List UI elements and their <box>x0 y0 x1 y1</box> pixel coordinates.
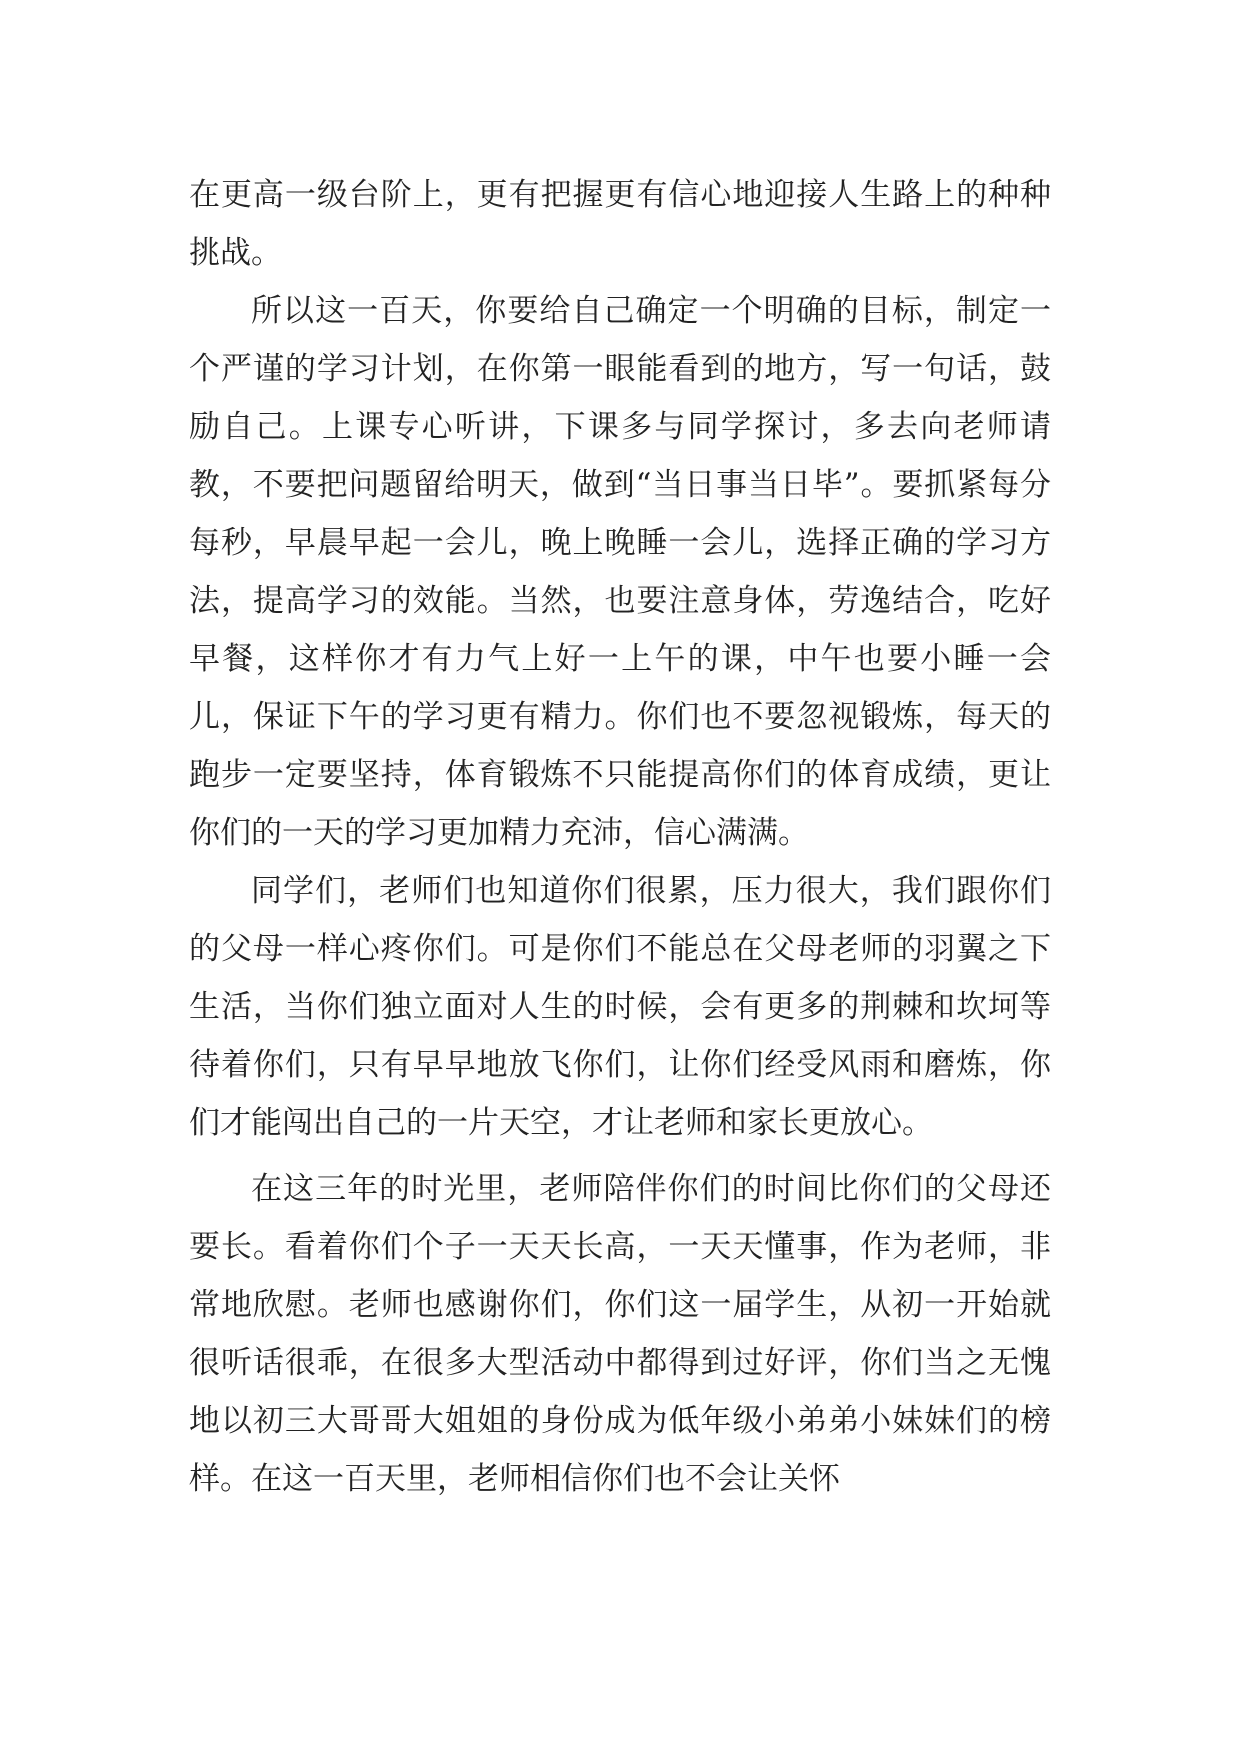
paragraph-3: 同学们，老师们也知道你们很累，压力很大，我们跟你们的父母一样心疼你们。可是你们不能总在父母老师的羽翼之下生活，当你们独立面对人生的时候，会有更多的荆棘和坎坷等待着你们，只有早早地放飞你们，让你们经受风雨和磨炼，你们才能闯出自己的一片天空，才让老师和家长更放心。 <box>189 873 1051 1141</box>
paragraph-4: 在这三年的时光里，老师陪伴你们的时间比你们的父母还要长。看着你们个子一天天长高，一天天懂事，作为老师，非常地欣慰。老师也感谢你们，你们这一届学生，从初一开始就很听话很乖，在很多大型活动中都得到过好评，你们当之无愧地以初三大哥哥大姐姐的身份成为低年级小弟弟小妹妹们的榜样。在这一百天里，老师相信你们也不会让关怀 <box>189 1171 1051 1497</box>
paragraph-1: 在更高一级台阶上，更有把握更有信心地迎接人生路上的种种挑战。 <box>189 177 1051 271</box>
paragraph-2: 所以这一百天，你要给自己确定一个明确的目标，制定一个严谨的学习计划，在你第一眼能看到的地方，写一句话，鼓励自己。上课专心听讲，下课多与同学探讨，多去向老师请教，不要把问题留给明天，做到“当日事当日毕”。要抓紧每分每秒，早晨早起一会儿，晚上晚睡一会儿，选择正确的学习方法，提高学习的效能。当然，也要注意身体，劳逸结合，吃好早餐，这样你才有力气上好一上午的课，中午也要小睡一会儿，保证下午的学习更有精力。你们也不要忽视锻炼，每天的跑步一定要坚持，体育锻炼不只能提高你们的体育成绩，更让你们的一天的学习更加精力充沛，信心满满。 <box>189 293 1051 851</box>
document-body <box>189 166 1051 1508</box>
